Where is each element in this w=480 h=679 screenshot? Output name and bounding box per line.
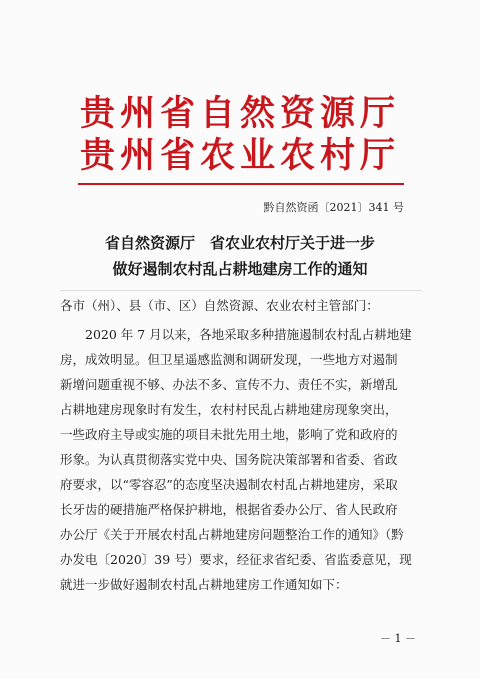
body-line: 长牙齿的硬措施严格保护耕地，根据省委办公厅、省人民政府 <box>60 502 398 517</box>
body-line: 办发电〔2020〕39 号）要求，经征求省纪委、省监委意见，现 <box>60 552 412 567</box>
body-line: 房，成效明显。但卫星遥感监测和调研发现，一些地方对遏制 <box>60 352 398 367</box>
notice-title-line-2: 做好遏制农村乱占耕地建房工作的通知 <box>112 260 368 278</box>
body-line: 2020 年 7 月以来，各地采取多种措施遏制农村乱占耕地建 <box>85 327 412 342</box>
issuer-header-line-2: 贵州省农业农村厅 <box>79 136 400 176</box>
notice-body <box>60 322 424 597</box>
body-line: 一些政府主导或实施的项目未批先用土地，影响了党和政府的 <box>60 427 398 442</box>
body-line: 就进一步做好遏制农村乱占耕地建房工作通知如下： <box>60 577 348 592</box>
body-line: 府要求，以“零容忍”的态度坚决遏制农村乱占耕地建房，采取 <box>60 477 398 492</box>
faint-divider <box>60 290 422 291</box>
issuer-header-line-1: 贵州省自然资源厅 <box>79 94 400 134</box>
page-number: － 1 － <box>380 632 416 645</box>
document-number: 黔自然资函〔2021〕341 号 <box>263 201 404 214</box>
body-line: 占耕地建房现象时有发生，农村村民乱占耕地建房现象突出， <box>60 402 398 417</box>
notice-title-line-1: 省自然资源厅 省农业农村厅关于进一步 <box>104 234 375 252</box>
body-line: 形象。为认真贯彻落实党中央、国务院决策部署和省委、省政 <box>60 452 398 467</box>
body-line: 办公厅《关于开展农村乱占耕地建房问题整治工作的通知》（黔 <box>60 527 404 542</box>
body-line: 新增问题重视不够、办法不多、宣传不力、责任不实，新增乱 <box>60 377 398 392</box>
addressee-line: 各市（州）、县（市、区）自然资源、农业农村主管部门： <box>60 298 379 313</box>
red-separator-line <box>78 183 404 185</box>
